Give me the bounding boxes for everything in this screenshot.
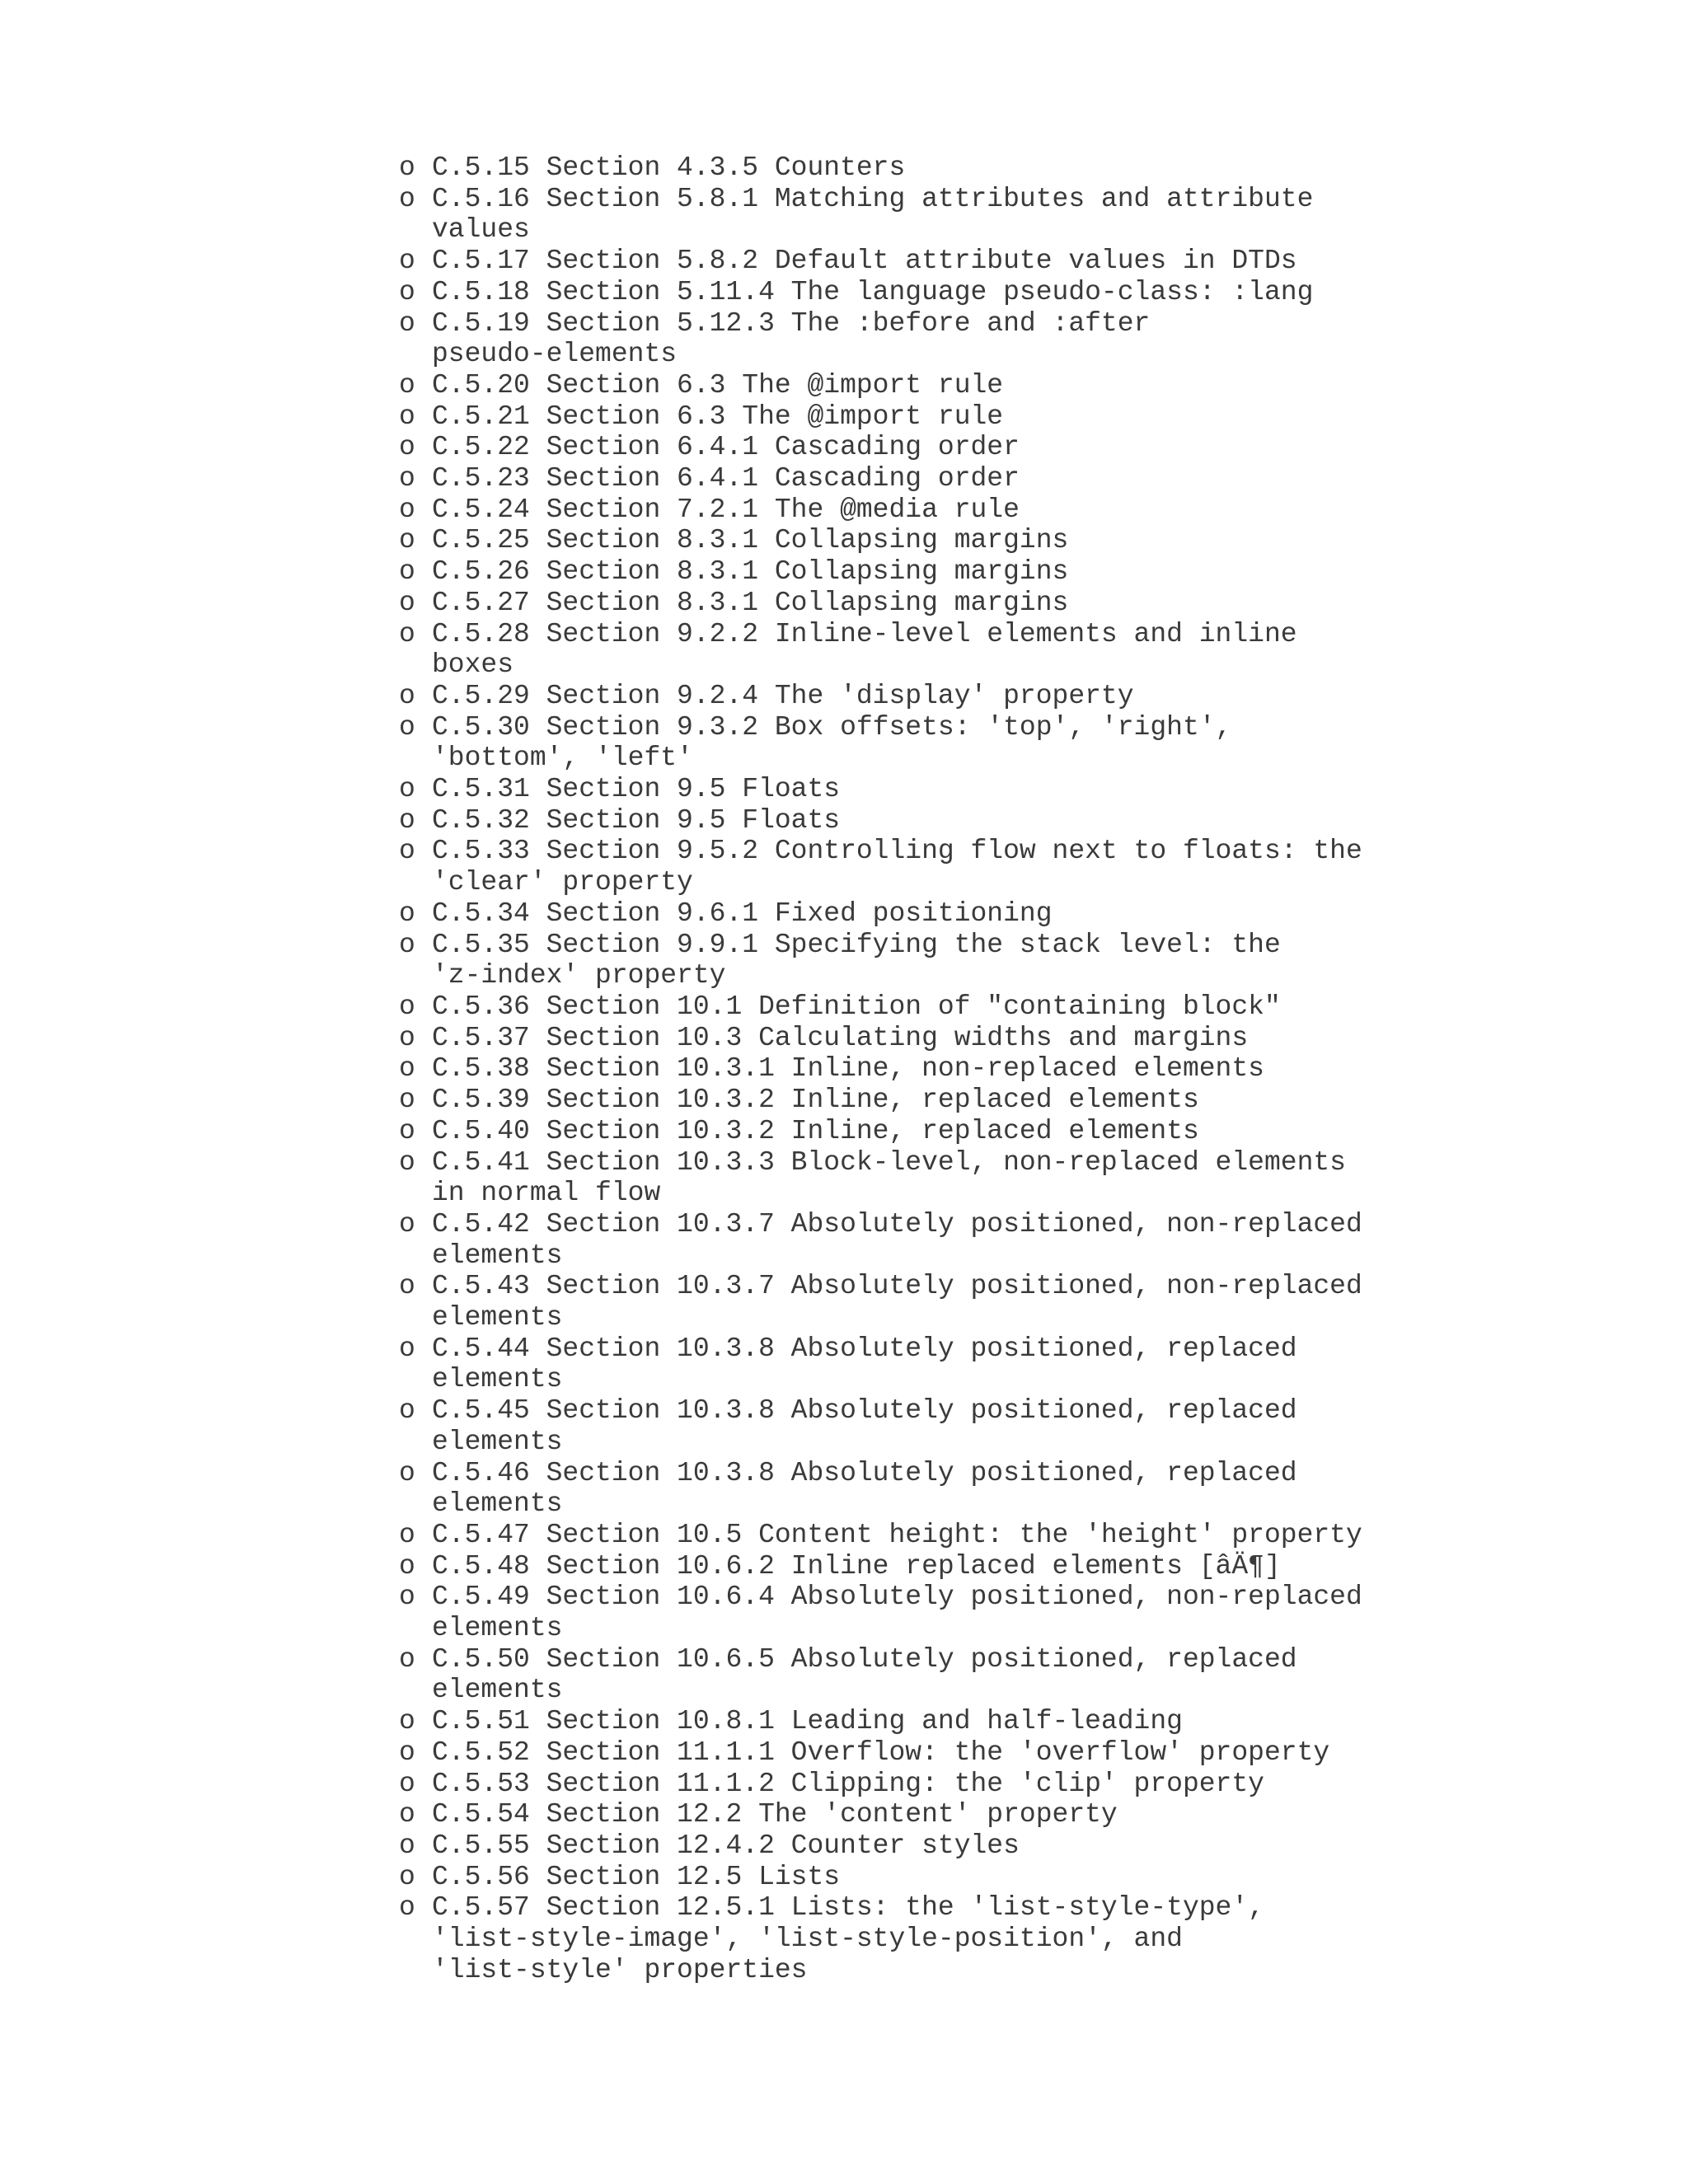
toc-item-text — [432, 1147, 1346, 1209]
toc-item-text — [432, 1458, 1297, 1520]
toc-item-text — [432, 308, 1150, 370]
list-bullet: o — [399, 1643, 415, 1675]
toc-item-text — [432, 1116, 1199, 1147]
toc-item-line: C.5.49 Section 10.6.4 Absolutely positioned, non-replaced — [432, 1582, 1362, 1613]
toc-item-line: C.5.19 Section 5.12.3 The :before and :after — [432, 307, 1151, 339]
toc-item-line: C.5.16 Section 5.8.1 Matching attributes and attribute — [432, 183, 1314, 214]
toc-item-text — [432, 588, 1068, 619]
toc-item — [399, 712, 1362, 774]
list-bullet: o — [399, 1271, 415, 1302]
toc-item-text — [432, 1333, 1297, 1395]
toc-item-line: C.5.24 Section 7.2.1 The @media rule — [432, 494, 1020, 525]
toc-item-text — [432, 1053, 1264, 1085]
toc-item-line: C.5.51 Section 10.8.1 Leading and half-leading — [432, 1706, 1183, 1737]
list-bullet: o — [399, 587, 415, 618]
toc-item-line: boxes — [432, 649, 514, 681]
toc-item — [399, 1209, 1362, 1271]
toc-item-text — [432, 370, 1003, 401]
toc-item-line: C.5.18 Section 5.11.4 The language pseudo-class: :lang — [432, 276, 1314, 307]
toc-item-line: elements — [432, 1426, 563, 1457]
toc-item — [399, 1769, 1362, 1800]
toc-item-line: C.5.45 Section 10.3.8 Absolutely positioned, replaced — [432, 1395, 1297, 1427]
toc-item — [399, 432, 1362, 463]
list-bullet: o — [399, 1115, 415, 1146]
list-bullet: o — [399, 246, 415, 277]
toc-item — [399, 525, 1362, 556]
toc-item-text — [432, 1737, 1329, 1769]
toc-item-line: C.5.56 Section 12.5 Lists — [432, 1861, 841, 1892]
toc-item-text — [432, 463, 1020, 494]
list-bullet: o — [399, 1208, 415, 1240]
toc-item-line: C.5.17 Section 5.8.2 Default attribute values in DTDs — [432, 246, 1297, 277]
toc-item — [399, 930, 1362, 991]
toc-item-line: pseudo-elements — [432, 339, 678, 370]
list-bullet: o — [399, 1892, 415, 1924]
list-bullet: o — [399, 836, 415, 867]
toc-item — [399, 184, 1362, 246]
toc-item — [399, 494, 1362, 526]
toc-item-line: 'list-style' properties — [432, 1954, 808, 1985]
toc-item-line: elements — [432, 1488, 563, 1520]
toc-item — [399, 1551, 1362, 1582]
toc-item-text — [432, 246, 1297, 277]
toc-item-line: C.5.41 Section 10.3.3 Block-level, non-replaced elements — [432, 1146, 1346, 1178]
list-bullet: o — [399, 401, 415, 432]
toc-item-text — [432, 930, 1281, 991]
toc-item-line: C.5.55 Section 12.4.2 Counter styles — [432, 1830, 1020, 1861]
toc-item-text — [432, 525, 1068, 556]
toc-item — [399, 1333, 1362, 1395]
toc-item — [399, 681, 1362, 712]
toc-item — [399, 1892, 1362, 1985]
list-bullet: o — [399, 1085, 415, 1116]
list-bullet: o — [399, 1550, 415, 1582]
toc-item-text — [432, 1520, 1362, 1551]
list-bullet: o — [399, 1022, 415, 1053]
toc-item — [399, 401, 1362, 433]
toc-item-line: C.5.52 Section 11.1.1 Overflow: the 'overflow' property — [432, 1736, 1330, 1768]
toc-item-line: values — [432, 214, 530, 246]
toc-item-text — [432, 277, 1313, 308]
toc-item — [399, 619, 1362, 681]
toc-item-text — [432, 774, 840, 805]
toc-item-text — [432, 1799, 1118, 1830]
toc-item-line: elements — [432, 1613, 563, 1644]
list-bullet: o — [399, 711, 415, 743]
list-bullet: o — [399, 929, 415, 960]
toc-item-line: C.5.34 Section 9.6.1 Fixed positioning — [432, 898, 1053, 929]
toc-item-text — [432, 152, 905, 184]
toc-item — [399, 1706, 1362, 1737]
toc-item-text — [432, 1706, 1183, 1737]
list-bullet: o — [399, 432, 415, 463]
toc-item-line: C.5.27 Section 8.3.1 Collapsing margins — [432, 587, 1069, 618]
toc-item-text — [432, 432, 1020, 463]
toc-item-line: C.5.48 Section 10.6.2 Inline replaced elements [âÄ¶] — [432, 1550, 1281, 1582]
toc-item-text — [432, 1644, 1297, 1706]
toc-item-text — [432, 991, 1281, 1023]
toc-list — [399, 152, 1362, 1985]
list-bullet: o — [399, 991, 415, 1022]
list-bullet: o — [399, 525, 415, 556]
toc-item-line: elements — [432, 1240, 563, 1271]
toc-item-line: C.5.36 Section 10.1 Definition of "containing block" — [432, 991, 1281, 1022]
list-bullet: o — [399, 556, 415, 588]
list-bullet: o — [399, 680, 415, 711]
toc-item-text — [432, 401, 1003, 433]
toc-item-line: C.5.50 Section 10.6.5 Absolutely positioned, replaced — [432, 1643, 1297, 1675]
toc-item — [399, 556, 1362, 588]
toc-item-line: elements — [432, 1675, 563, 1706]
toc-item-text — [432, 712, 1231, 774]
toc-item-text — [432, 1023, 1248, 1054]
toc-item-line: in normal flow — [432, 1178, 661, 1209]
toc-item-text — [432, 619, 1297, 681]
toc-item-line: C.5.44 Section 10.3.8 Absolutely positioned, replaced — [432, 1333, 1297, 1364]
toc-item-text — [432, 1830, 1020, 1862]
toc-item-line: C.5.38 Section 10.3.1 Inline, non-replaced elements — [432, 1053, 1264, 1085]
toc-item-line: C.5.28 Section 9.2.2 Inline-level elements and inline — [432, 618, 1297, 649]
list-bullet: o — [399, 1799, 415, 1830]
toc-item — [399, 1830, 1362, 1862]
toc-item — [399, 1458, 1362, 1520]
list-bullet: o — [399, 774, 415, 805]
toc-item — [399, 1053, 1362, 1085]
toc-item — [399, 1116, 1362, 1147]
toc-item-text — [432, 1085, 1199, 1116]
toc-item-text — [432, 1892, 1264, 1985]
list-bullet: o — [399, 1053, 415, 1085]
toc-item-line: C.5.46 Section 10.3.8 Absolutely positioned, replaced — [432, 1457, 1297, 1488]
toc-item-text — [432, 836, 1362, 898]
list-bullet: o — [399, 1457, 415, 1488]
toc-item-line: elements — [432, 1364, 563, 1395]
list-bullet: o — [399, 1706, 415, 1737]
toc-item — [399, 463, 1362, 494]
toc-item-text — [432, 1582, 1362, 1643]
toc-item-line: C.5.30 Section 9.3.2 Box offsets: 'top', 'right', — [432, 711, 1232, 743]
list-bullet: o — [399, 1582, 415, 1613]
list-bullet: o — [399, 1830, 415, 1861]
toc-item — [399, 1737, 1362, 1769]
toc-item-line: 'list-style-image', 'list-style-position', and — [432, 1924, 1183, 1955]
toc-item-line: C.5.23 Section 6.4.1 Cascading order — [432, 463, 1020, 494]
toc-item — [399, 308, 1362, 370]
list-bullet: o — [399, 276, 415, 307]
toc-item-line: 'clear' property — [432, 867, 693, 898]
toc-item — [399, 1395, 1362, 1457]
toc-item-text — [432, 1209, 1362, 1271]
list-bullet: o — [399, 152, 415, 183]
toc-item-line: C.5.33 Section 9.5.2 Controlling flow next to floats: the — [432, 836, 1362, 867]
toc-item-line: 'bottom', 'left' — [432, 743, 693, 774]
toc-item-line: C.5.31 Section 9.5 Floats — [432, 774, 841, 805]
toc-item-text — [432, 898, 1053, 930]
toc-item-line: C.5.35 Section 9.9.1 Specifying the stack level: the — [432, 929, 1281, 960]
toc-item-line: C.5.22 Section 6.4.1 Cascading order — [432, 432, 1020, 463]
toc-item — [399, 1799, 1362, 1830]
toc-item-line: C.5.57 Section 12.5.1 Lists: the 'list-style-type', — [432, 1892, 1264, 1924]
toc-item — [399, 1023, 1362, 1054]
list-bullet: o — [399, 1861, 415, 1892]
list-bullet: o — [399, 183, 415, 214]
toc-item-text — [432, 1271, 1362, 1333]
toc-item-text — [432, 681, 1134, 712]
toc-item — [399, 1582, 1362, 1643]
toc-item-text — [432, 556, 1068, 588]
toc-item — [399, 774, 1362, 805]
toc-item-line: elements — [432, 1302, 563, 1333]
list-bullet: o — [399, 1333, 415, 1364]
toc-item — [399, 246, 1362, 277]
toc-item-line: C.5.37 Section 10.3 Calculating widths and margins — [432, 1022, 1249, 1053]
toc-item-text — [432, 184, 1313, 246]
list-bullet: o — [399, 618, 415, 649]
list-bullet: o — [399, 307, 415, 339]
toc-item — [399, 277, 1362, 308]
toc-item — [399, 152, 1362, 184]
toc-item — [399, 588, 1362, 619]
list-bullet: o — [399, 1395, 415, 1427]
toc-item-line: C.5.40 Section 10.3.2 Inline, replaced elements — [432, 1115, 1199, 1146]
toc-item — [399, 836, 1362, 898]
toc-item-line: C.5.20 Section 6.3 The @import rule — [432, 369, 1004, 401]
toc-item — [399, 370, 1362, 401]
toc-item-line: C.5.43 Section 10.3.7 Absolutely positioned, non-replaced — [432, 1271, 1362, 1302]
toc-item — [399, 1085, 1362, 1116]
list-bullet: o — [399, 494, 415, 525]
toc-item — [399, 1271, 1362, 1333]
toc-item-text — [432, 1395, 1297, 1457]
toc-item — [399, 898, 1362, 930]
toc-item-line: C.5.29 Section 9.2.4 The 'display' property — [432, 680, 1134, 711]
toc-item — [399, 805, 1362, 837]
list-bullet: o — [399, 369, 415, 401]
toc-item — [399, 1862, 1362, 1893]
toc-item-line: C.5.32 Section 9.5 Floats — [432, 804, 841, 836]
toc-item — [399, 1147, 1362, 1209]
toc-item-text — [432, 1862, 840, 1893]
toc-item-line: C.5.47 Section 10.5 Content height: the 'height' property — [432, 1519, 1362, 1550]
toc-item-line: C.5.21 Section 6.3 The @import rule — [432, 401, 1004, 432]
list-bullet: o — [399, 804, 415, 836]
toc-item-line: C.5.26 Section 8.3.1 Collapsing margins — [432, 556, 1069, 588]
toc-item-line: C.5.15 Section 4.3.5 Counters — [432, 152, 906, 183]
toc-item — [399, 1520, 1362, 1551]
toc-item-line: C.5.53 Section 11.1.2 Clipping: the 'clip' property — [432, 1768, 1264, 1799]
list-bullet: o — [399, 898, 415, 929]
toc-item-line: C.5.42 Section 10.3.7 Absolutely positioned, non-replaced — [432, 1208, 1362, 1240]
list-bullet: o — [399, 1519, 415, 1550]
toc-item-text — [432, 1769, 1264, 1800]
toc-item-line: C.5.54 Section 12.2 The 'content' property — [432, 1799, 1118, 1830]
toc-item-line: 'z-index' property — [432, 960, 726, 991]
list-bullet: o — [399, 1768, 415, 1799]
list-bullet: o — [399, 1146, 415, 1178]
toc-item — [399, 1644, 1362, 1706]
toc-item-text — [432, 1551, 1281, 1582]
toc-item-text — [432, 805, 840, 837]
toc-item-line: C.5.25 Section 8.3.1 Collapsing margins — [432, 525, 1069, 556]
list-bullet: o — [399, 1736, 415, 1768]
toc-item — [399, 991, 1362, 1023]
list-bullet: o — [399, 463, 415, 494]
toc-item-line: C.5.39 Section 10.3.2 Inline, replaced elements — [432, 1085, 1199, 1116]
toc-item-text — [432, 494, 1020, 526]
